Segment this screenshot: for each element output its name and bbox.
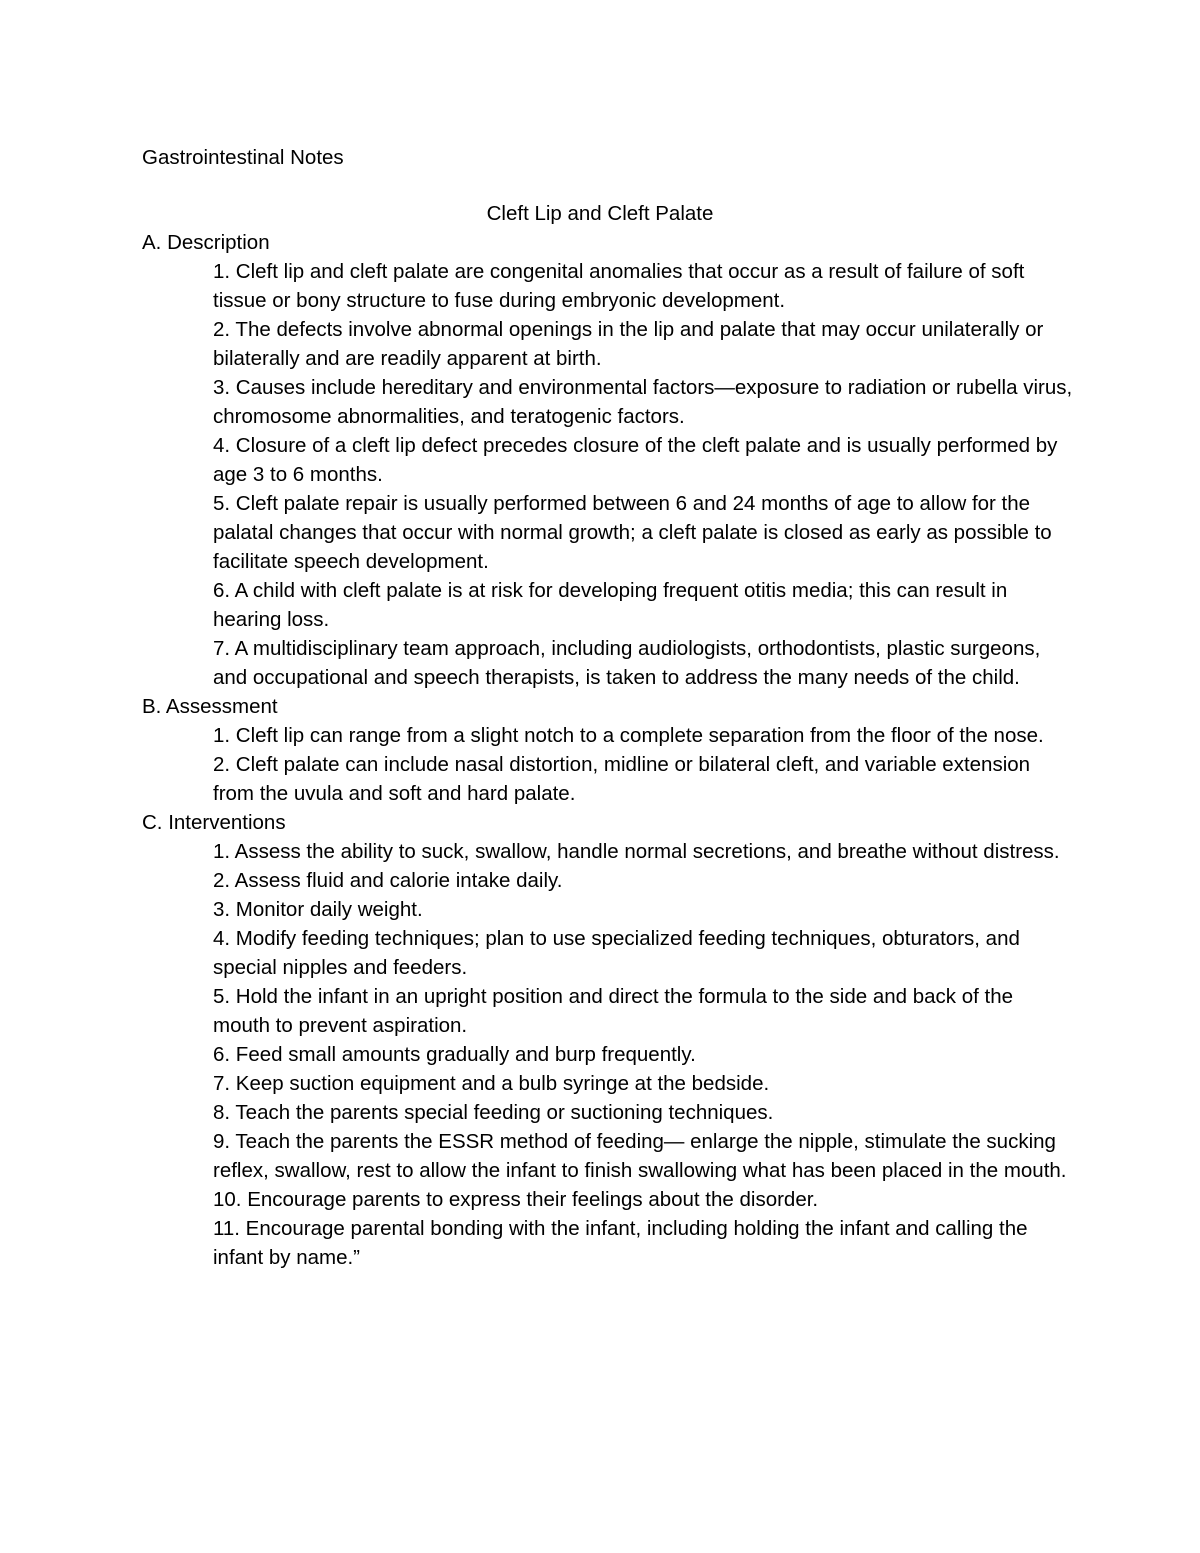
list-item: 2. Assess fluid and calorie intake daily. (213, 869, 563, 892)
list-item: 2. Cleft palate can include nasal distortion, midline or bilateral cleft, and variable extension from the uvula and soft and hard palate. (213, 753, 1031, 805)
list-item: 7. Keep suction equipment and a bulb syringe at the bedside. (213, 1072, 770, 1095)
document-body (142, 199, 1082, 1272)
list-item: 9. Teach the parents the ESSR method of feeding— enlarge the nipple, stimulate the sucking reflex, swallow, rest to allow the infant to finish swallowing what has been placed in the mouth. (213, 1130, 1067, 1182)
list-item: 3. Causes include hereditary and environmental factors—exposure to radiation or rubella virus, chromosome abnormalities, and teratogenic factors. (213, 376, 1073, 428)
section-heading-assessment: B. Assessment (142, 695, 278, 718)
section-heading-interventions: C. Interventions (142, 811, 286, 834)
list-item: 6. Feed small amounts gradually and burp frequently. (213, 1043, 696, 1066)
list-item: 4. Modify feeding techniques; plan to use specialized feeding techniques, obturators, and special nipples and feeders. (213, 927, 1020, 979)
list-item: 4. Closure of a cleft lip defect precedes closure of the cleft palate and is usually performed by age 3 to 6 months. (213, 434, 1058, 486)
section-title: Cleft Lip and Cleft Palate (486, 202, 714, 225)
list-item: 11. Encourage parental bonding with the infant, including holding the infant and calling the infant by name.” (213, 1217, 1028, 1269)
list-item: 5. Cleft palate repair is usually performed between 6 and 24 months of age to allow for the palatal changes that occur with normal growth; a cleft palate is closed as early as possible to facilitate speech development. (213, 492, 1052, 573)
list-item: 3. Monitor daily weight. (213, 898, 423, 921)
assessment-list (142, 721, 1082, 808)
list-item: 1. Assess the ability to suck, swallow, handle normal secretions, and breathe without distress. (213, 840, 1060, 863)
section-interventions (142, 808, 1082, 1272)
section-heading-description: A. Description (142, 231, 270, 254)
list-item: 7. A multidisciplinary team approach, including audiologists, orthodontists, plastic surgeons, and occupational and speech therapists, is taken to address the many needs of the child. (213, 637, 1041, 689)
interventions-list (142, 837, 1082, 1272)
description-list (142, 257, 1082, 692)
section-assessment (142, 692, 1082, 808)
list-item: 6. A child with cleft palate is at risk for developing frequent otitis media; this can result in hearing loss. (213, 579, 1008, 631)
list-item: 1. Cleft lip and cleft palate are congenital anomalies that occur as a result of failure of soft tissue or bony structure to fuse during embryonic development. (213, 260, 1025, 312)
section-description (142, 228, 1082, 692)
document-title: Gastrointestinal Notes (142, 146, 344, 169)
list-item: 2. The defects involve abnormal openings in the lip and palate that may occur unilaterally or bilaterally and are readily apparent at birth. (213, 318, 1044, 370)
list-item: 5. Hold the infant in an upright position and direct the formula to the side and back of the mouth to prevent aspiration. (213, 985, 1014, 1037)
list-item: 8. Teach the parents special feeding or suctioning techniques. (213, 1101, 774, 1124)
list-item: 1. Cleft lip can range from a slight notch to a complete separation from the floor of the nose. (213, 724, 1044, 747)
list-item: 10. Encourage parents to express their feelings about the disorder. (213, 1188, 819, 1211)
